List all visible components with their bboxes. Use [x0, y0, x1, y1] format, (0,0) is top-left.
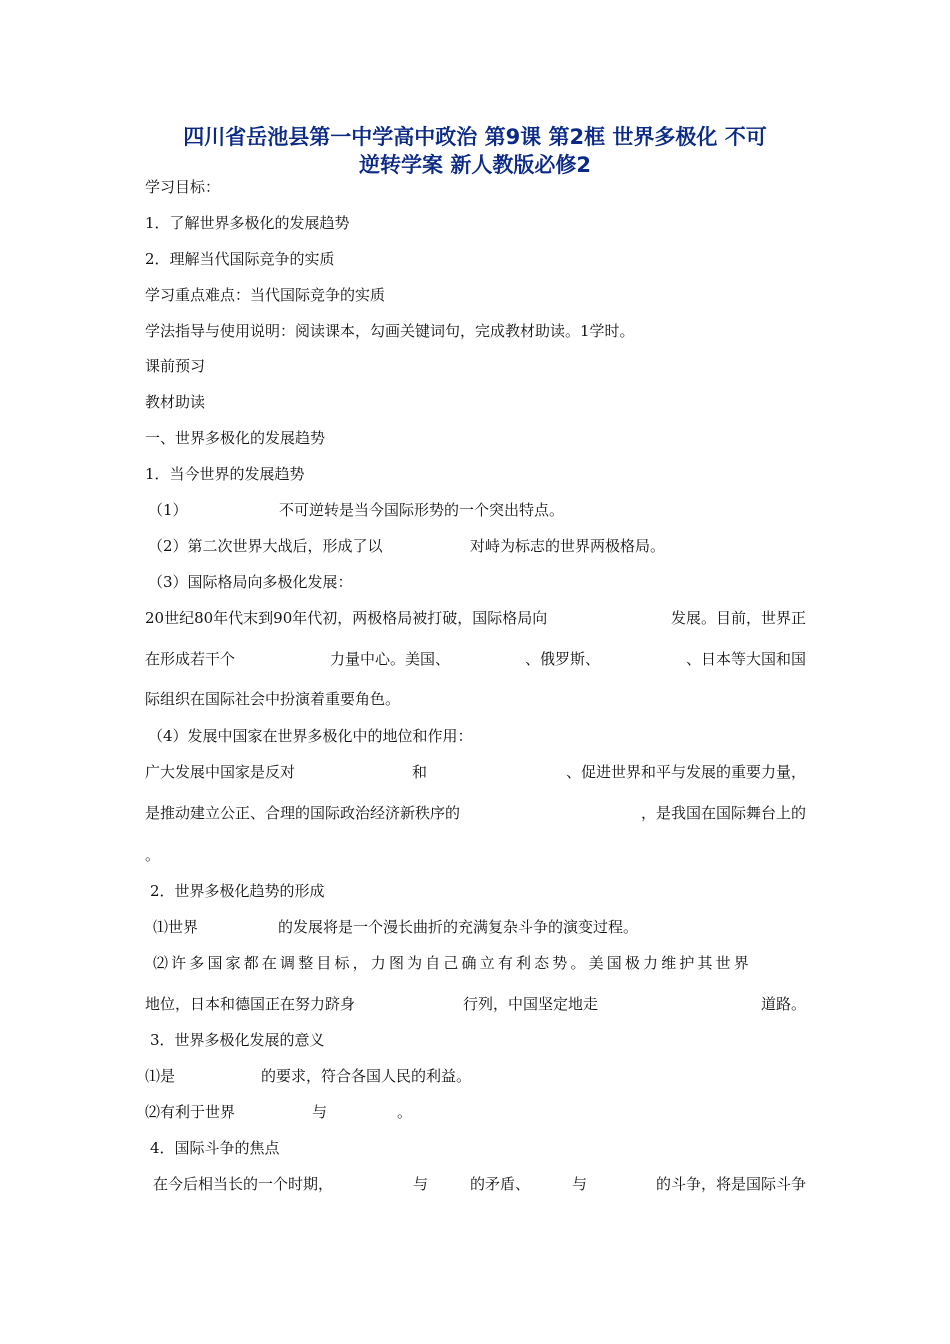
title-line-2: 逆转学案 新人教版必修2 [359, 153, 591, 177]
paragraph-text: 和 [412, 763, 428, 781]
section-3-heading: 3．世界多极化发展的意义 [150, 1031, 325, 1049]
paragraph-text: 是推动建立公正、合理的国际政治经济新秩序的 [145, 804, 461, 822]
section-4-heading: 4．国际斗争的焦点 [150, 1139, 280, 1157]
paragraph-text: 的斗争，将是国际斗争 [655, 1175, 806, 1193]
section-1-heading: 一、世界多极化的发展趋势 [145, 429, 326, 447]
paragraph-text: 的矛盾、 [470, 1175, 531, 1193]
paragraph-text: 地位，日本和德国正在努力跻身 [145, 995, 356, 1013]
key-point: 学习重点难点：当代国际竞争的实质 [145, 286, 386, 304]
paragraph-text: ⑴世界 [153, 918, 199, 936]
paragraph-text: 发展。目前，世界正 [670, 609, 806, 627]
paragraph-text: 。 [397, 1103, 413, 1121]
paragraph-1-4-line-3: 。 [145, 846, 161, 864]
paragraph-text: （2）第二次世界大战后，形成了以 [148, 537, 383, 555]
paragraph-text: 与 [572, 1175, 588, 1193]
paragraph-text: 的发展将是一个漫长曲折的充满复杂斗争的演变过程。 [278, 918, 639, 936]
objective-2: 2．理解当代国际竞争的实质 [145, 250, 335, 268]
paragraph-text: 在形成若干个 [145, 650, 236, 668]
paragraph-2-2-line-1: ⑵许多国家都在调整目标，力图为自己确立有利态势。美国极力维护其世界 [153, 954, 752, 972]
title-line-1: 四川省岳池县第一中学高中政治 第9课 第2框 世界多极化 不可 [183, 125, 767, 149]
paragraph-text: ，是我国在国际舞台上的 [640, 804, 806, 822]
section-2-heading: 2．世界多极化趋势的形成 [150, 882, 325, 900]
paragraph-1-3-line-3: 际组织在国际社会中扮演着重要角色。 [145, 690, 401, 708]
paragraph-text: 的要求，符合各国人民的利益。 [261, 1067, 472, 1085]
paragraph-text: ⑵有利于世界 [145, 1103, 236, 1121]
paragraph-1-3: （3）国际格局向多极化发展： [148, 573, 353, 591]
objectives-heading: 学习目标： [145, 178, 221, 196]
paragraph-1-4: （4）发展中国家在世界多极化中的地位和作用： [148, 727, 473, 745]
paragraph-text: 20世纪80年代末到90年代初，两极格局被打破，国际格局向 [145, 609, 548, 627]
paragraph-text: 、日本等大国和国 [685, 650, 806, 668]
paragraph-text: 力量中心。美国、 [330, 650, 451, 668]
paragraph-text: 与 [413, 1175, 429, 1193]
reading-heading: 教材助读 [145, 393, 206, 411]
paragraph-4-1 [145, 1174, 806, 1294]
preview-heading: 课前预习 [145, 357, 206, 375]
subsection-1-heading: 1．当今世界的发展趋势 [145, 465, 305, 483]
paragraph-text: 行列，中国坚定地走 [463, 995, 599, 1013]
paragraph-text: 广大发展中国家是反对 [145, 763, 296, 781]
paragraph-1-4-line-2 [145, 803, 806, 863]
paragraph-text: 对峙为标志的世界两极格局。 [470, 537, 666, 555]
method-note: 学法指导与使用说明：阅读课本，勾画关键词句，完成教材助读。1学时。 [145, 322, 635, 340]
paragraph-text: 在今后相当长的一个时期， [153, 1175, 334, 1193]
paragraph-text: ⑴是 [145, 1067, 176, 1085]
paragraph-text: 、促进世界和平与发展的重要力量， [565, 763, 806, 781]
paragraph-text: 不可逆转是当今国际形势的一个突出特点。 [279, 501, 565, 519]
paragraph-text: （1） [148, 501, 188, 519]
paragraph-text: 、俄罗斯、 [525, 650, 601, 668]
paragraph-text: 道路。 [760, 995, 806, 1013]
objective-1: 1．了解世界多极化的发展趋势 [145, 214, 350, 232]
paragraph-text: 与 [312, 1103, 328, 1121]
